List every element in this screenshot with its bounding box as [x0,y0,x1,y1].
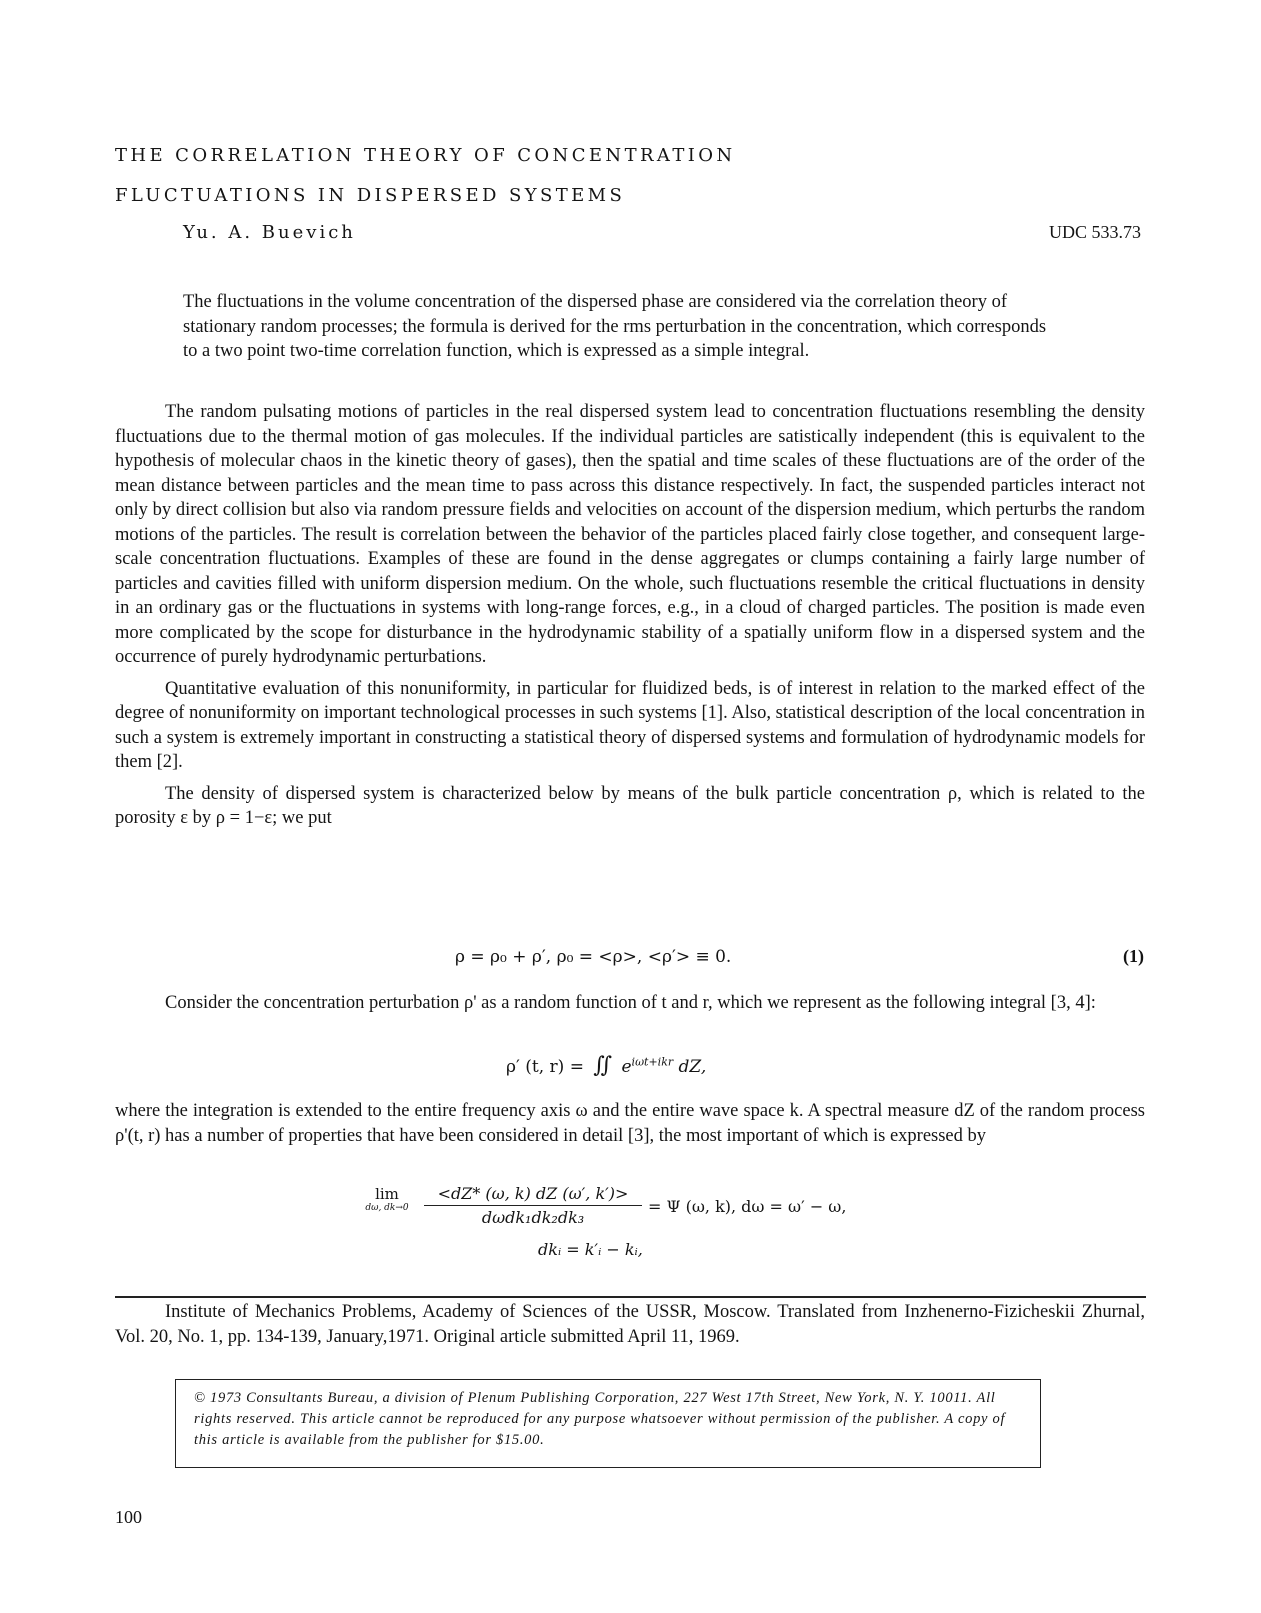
equation-3-rhs: = Ψ (ω, k), dω = ω′ − ω, [648,1197,847,1216]
limit-symbol [362,1185,412,1213]
body-text-2 [115,991,1145,1016]
paragraph-1: The random pulsating motions of particles in the real dispersed system lead to concentration fluctuations resembling the density fluctuations due to the thermal motion of gas molecules. If the individual particles are satistically independent (this is equivalent to the hypothesis of molecular chaos in the kinetic theory of gases), then the spatial and time scales of these fluctuations are of the order of the mean distance between particles and the mean time to pass across this distance respectively. In fact, the suspended particles interact not only by direct collision but also via random pressure fields and velocities on account of the dispersion medium, which perturbs the random motions of the particles. The result is correlation between the behavior of the particles placed fairly close together, and consequent large-scale concentration fluctuations. Examples of these are found in the dense aggregates or clumps containing a fairly large number of particles and cavities filled with uniform dispersion medium. On the whole, such fluctuations resemble the critical fluctuations in density in an ordinary gas or the fluctuations in systems with long-range forces, e.g., in a cloud of charged particles. The position is made even more complicated by the scope for disturbance in the hydrodynamic stability of a spatially uniform flow in a dispersed system and the occurrence of purely hydrodynamic perturbations. [115,402,1145,667]
equation-2-lhs: ρ′ (t, r) = [506,1057,584,1077]
author: Yu. A. Buevich [183,222,356,243]
limit-text: lim [375,1185,399,1203]
paragraph-2: Quantitative evaluation of this nonuniformity, in particular for fluidized beds, is of interest in relation to the marked effect of the degree of nonuniformity on important technological processes in such systems [1]. Also, statistical description of the local concentration in such a system is extremely important in constructing a statistical theory of dispersed systems and formulation of hydrodynamic models for them [2]. [115,678,1145,772]
paper-title [115,136,736,216]
paragraph-3: The density of dispersed system is characterized below by means of the bulk particle concentration ρ, which is related to the porosity ε by ρ = 1−ε; we put [115,783,1145,828]
equation-2-tail: dZ, [678,1057,707,1077]
equation-2-superscript: iωt+ikr [631,1055,674,1069]
double-integral: ∬ [593,1053,613,1078]
body-text-3 [115,1099,1145,1148]
abstract: The fluctuations in the volume concentration of the dispersed phase are considered via the correlation theory of stationary random processes; the formula is derived for the rms perturbation in the concentration, which corresponds to a two point two-time correlation function, which is expressed as a simple integral. [183,292,1047,361]
footnote-rule [115,1296,1146,1298]
page-number: 100 [115,1507,142,1527]
footnote-text: Institute of Mechanics Problems, Academy of Sciences of the USSR, Moscow. Translated from Inzhenerno-Fizicheskii Zhurnal, Vol. 20, No. 1, pp. 134-139, January,1971. Original article submitted April 11, 1969. [115,1302,1145,1347]
equation-2-exp: e [621,1057,632,1077]
copyright-box [175,1379,1041,1468]
title-line-2: FLUCTUATIONS IN DISPERSED SYSTEMS [115,185,626,206]
limit-subscript: dω, dk→0 [365,1203,409,1213]
copyright-text: © 1973 Consultants Bureau, a division of Plenum Publishing Corporation, 227 West 17th Street, New York, N. Y. 10011. All rights reserved. This article cannot be reproduced for any purpose whatsoever without permission of the publisher. A copy of this article is available from the publisher for $15.00. [194,1390,1006,1448]
fraction [424,1184,642,1227]
equation-2 [506,1053,706,1078]
body-text [115,400,1145,831]
paragraph-5: where the integration is extended to the entire frequency axis ω and the entire wave space k. A spectral measure dZ of the random process ρ'(t, r) has a number of properties that have been considered in detail [3], the most important of which is expressed by [115,1101,1145,1146]
equation-3-line-2: dkᵢ = k′ᵢ − kᵢ, [538,1240,643,1259]
equation-1-number: (1) [1123,946,1144,966]
udc-code: UDC 533.73 [1048,222,1141,242]
fraction-denominator: dωdk₁dk₂dk₃ [481,1208,585,1227]
paragraph-4: Consider the concentration perturbation ρ' as a random function of t and r, which we represent as the following integral [3, 4]: [165,993,1096,1013]
fraction-numerator: <dZ* (ω, k) dZ (ω′, k′)> [424,1184,642,1206]
title-line-1: THE CORRELATION THEORY OF CONCENTRATION [115,145,736,166]
footnote [115,1300,1145,1349]
equation-1: ρ = ρ₀ + ρ′, ρ₀ = <ρ>, <ρ′> ≡ 0. [455,947,732,967]
